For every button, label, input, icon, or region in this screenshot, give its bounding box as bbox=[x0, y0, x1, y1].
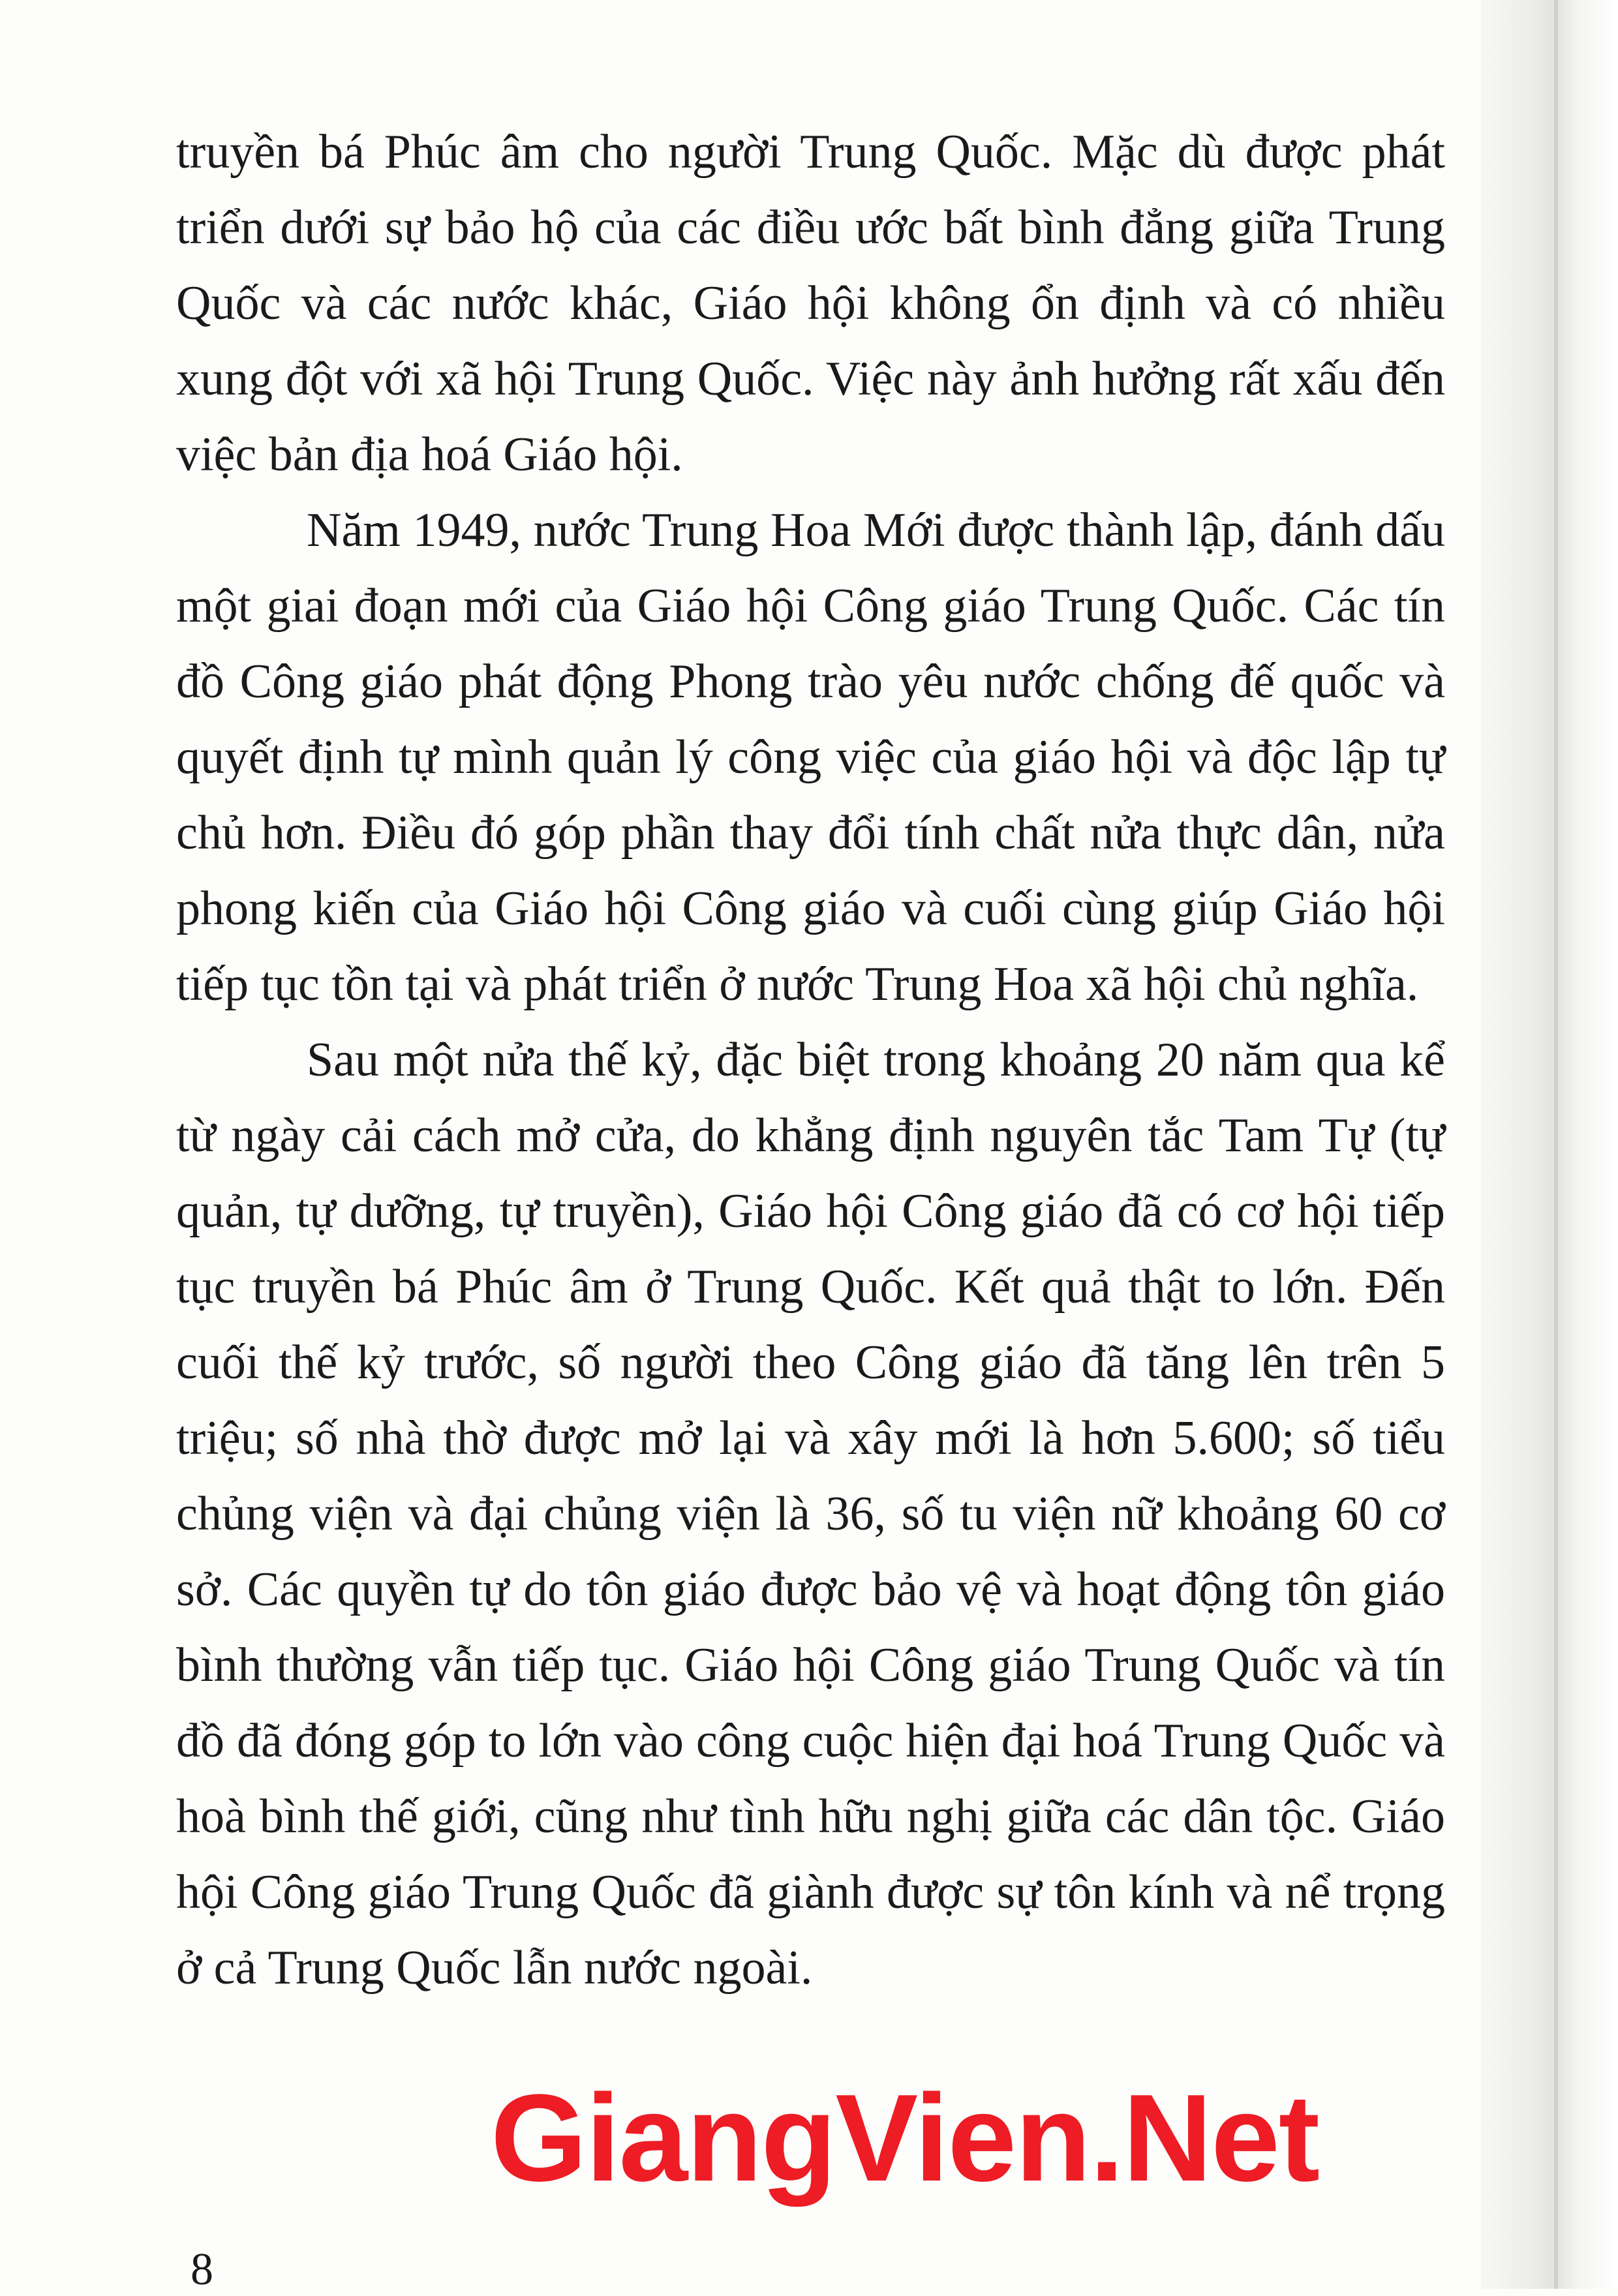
paragraph-1: truyền bá Phúc âm cho người Trung Quốc. Mặc dù được phát triển dưới sự bảo hộ của các điều ước bất bình đẳng giữa Trung Quốc và các nước khác, Giáo hội không ổn định và có nhiều xung đột với xã hội Trung Quốc. Việc này ảnh hưởng rất xấu đến việc bản địa hoá Giáo hội. bbox=[176, 125, 1445, 481]
page-number: 8 bbox=[191, 2244, 213, 2295]
paragraph-2: Năm 1949, nước Trung Hoa Mới được thành lập, đánh dấu một giai đoạn mới của Giáo hội Công giáo Trung Quốc. Các tín đồ Công giáo phát động Phong trào yêu nước chống đế quốc và quyết định tự mình quản lý công việc của giáo hội và độc lập tự chủ hơn. Điều đó góp phần thay đổi tính chất nửa thực dân, nửa phong kiến của Giáo hội Công giáo và cuối cùng giúp Giáo hội tiếp tục tồn tại và phát triển ở nước Trung Hoa xã hội chủ nghĩa. bbox=[176, 504, 1445, 1011]
watermark-text: GiangVien.Net bbox=[491, 2069, 1319, 2207]
book-page-edge bbox=[1481, 0, 1618, 2289]
body-text bbox=[176, 114, 1445, 2006]
paragraph-3: Sau một nửa thế kỷ, đặc biệt trong khoảng 20 năm qua kể từ ngày cải cách mở cửa, do khẳng định nguyên tắc Tam Tự (tự quản, tự dưỡng, tự truyền), Giáo hội Công giáo đã có cơ hội tiếp tục truyền bá Phúc âm ở Trung Quốc. Kết quả thật to lớn. Đến cuối thế kỷ trước, số người theo Công giáo đã tăng lên trên 5 triệu; số nhà thờ được mở lại và xây mới là hơn 5.600; số tiểu chủng viện và đại chủng viện là 36, số tu viện nữ khoảng 60 cơ sở. Các quyền tự do tôn giáo được bảo vệ và hoạt động tôn giáo bình thường vẫn tiếp tục. Giáo hội Công giáo Trung Quốc và tín đồ đã đóng góp to lớn vào công cuộc hiện đại hoá Trung Quốc và hoà bình thế giới, cũng như tình hữu nghị giữa các dân tộc. Giáo hội Công giáo Trung Quốc đã giành được sự tôn kính và nể trọng ở cả Trung Quốc lẫn nước ngoài. bbox=[176, 1033, 1445, 1995]
book-spine-shadow bbox=[1554, 0, 1558, 2289]
